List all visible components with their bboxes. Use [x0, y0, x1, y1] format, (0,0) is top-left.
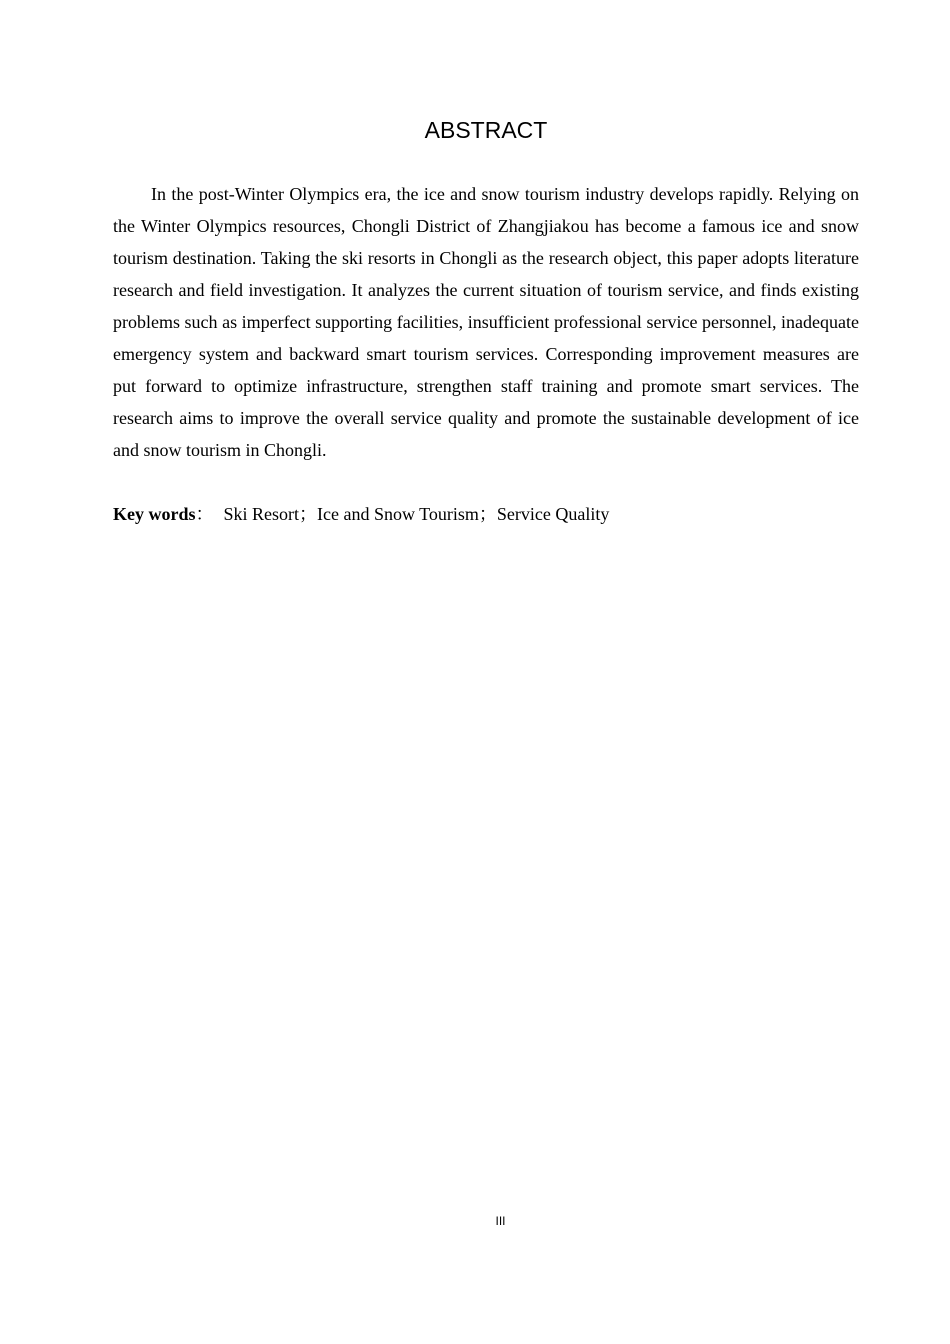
abstract-paragraph: In the post-Winter Olympics era, the ice and snow tourism industry develops rapidly. Relying on the Winter Olympics resources, Chongli District of Zhangjiakou has become a famous ice and snow tourism destination. Taking the ski resorts in Chongli as the research object, this paper adopts literature research and field investigation. It analyzes the current situation of tourism service, and finds existing problems such as imperfect supporting facilities, insufficient professional service personnel, inadequate emergency system and backward smart tourism services. Corresponding improvement measures are put forward to optimize infrastructure, strengthen staff training and promote smart services. The research aims to improve the overall service quality and promote the sustainable development of ice and snow tourism in Chongli.: [113, 184, 859, 460]
keyword-item: Ski Resort: [223, 504, 300, 524]
page-number: III: [495, 1214, 506, 1228]
page-title: ABSTRACT: [424, 117, 548, 143]
keywords-line: [113, 498, 859, 530]
keyword-item: Service Quality: [496, 504, 610, 524]
keyword-separator: ；: [478, 504, 497, 524]
keyword-item: Ice and Snow Tourism: [317, 504, 479, 524]
keywords-colon: ：: [195, 504, 214, 524]
keywords-label: Key words: [113, 504, 196, 524]
keyword-separator: ；: [299, 504, 318, 524]
